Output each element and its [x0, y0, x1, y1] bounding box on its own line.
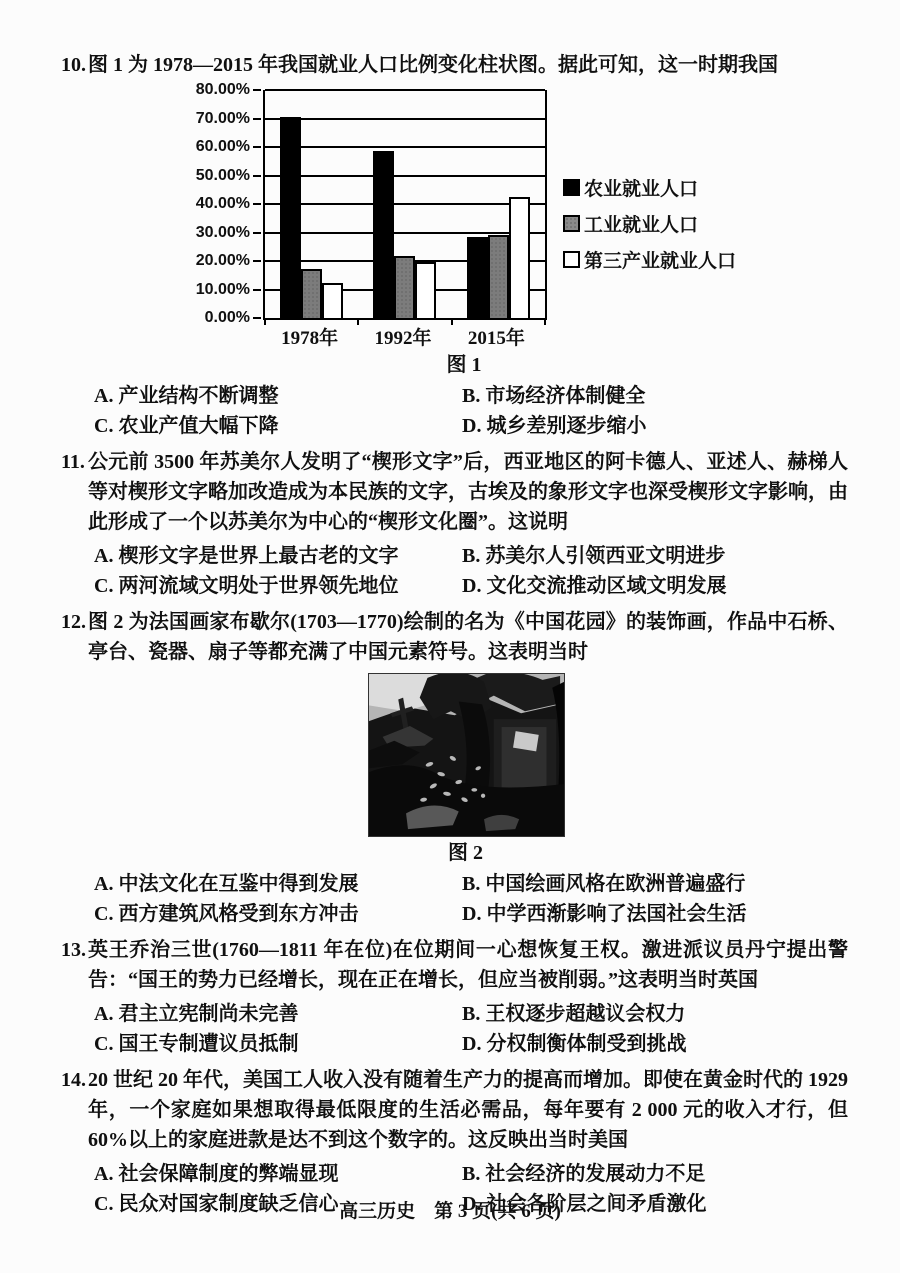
- chinese-garden-painting-image: [369, 674, 564, 836]
- legend-item: [563, 174, 736, 201]
- option-14-a: A. 社会保障制度的弊端显现: [94, 1163, 339, 1185]
- legend-label: 第三产业就业人口: [584, 251, 737, 272]
- figure2-painting: [368, 673, 565, 837]
- question-10: [63, 50, 850, 441]
- question-number: 14.: [61, 1069, 86, 1091]
- bar-工业就业人口: [301, 269, 322, 318]
- option-12-a: A. 中法文化在互鉴中得到发展: [94, 873, 359, 895]
- x-axis-tick: [264, 318, 266, 325]
- y-axis-tick-label: 80.00%: [195, 81, 250, 98]
- option-13-a: A. 君主立宪制尚未完善: [94, 1003, 299, 1025]
- x-axis-label: 1992年: [374, 328, 432, 349]
- question-stem: 公元前 3500 年苏美尔人发明了“楔形文字”后，西亚地区的阿卡德人、亚述人、赫梯人等对楔形文字略加改造成为本民族的文字，古埃及的象形文字也深受楔形文字影响，由此形成了一个以苏美尔为中心的“楔形文化圈”。这说明: [88, 451, 848, 533]
- y-axis-tick-label: 30.00%: [195, 223, 250, 241]
- legend-swatch-icon: [563, 179, 580, 196]
- y-axis-tick-label: 0.00%: [204, 309, 250, 326]
- chart-legend: [563, 90, 736, 282]
- legend-swatch-icon: [563, 251, 580, 268]
- bar-第三产业就业人口: [415, 262, 436, 318]
- options-grid: [94, 381, 850, 441]
- chart-y-axis: [193, 81, 263, 326]
- y-axis-tick-label: 60.00%: [195, 138, 250, 155]
- bar-农业就业人口: [373, 151, 394, 318]
- chart-figure-1: [193, 81, 850, 377]
- option-14-b: B. 社会经济的发展动力不足: [462, 1163, 706, 1185]
- option-11-d: D. 文化交流推动区域文明发展: [462, 575, 727, 597]
- options-grid: [94, 999, 850, 1059]
- options-grid: [94, 869, 850, 929]
- bar-工业就业人口: [394, 256, 415, 318]
- bar-农业就业人口: [280, 117, 301, 318]
- bar-group-1978年: [265, 90, 358, 318]
- question-stem: 图 2 为法国画家布歇尔(1703—1770)绘制的名为《中国花园》的装饰画，作品中石桥、亭台、瓷器、扇子等都充满了中国元素符号。这表明当时: [88, 611, 848, 663]
- bar-group-2015年: [452, 90, 545, 318]
- option-14-c: C. 民众对国家制度缺乏信心: [94, 1193, 339, 1215]
- legend-label: 工业就业人口: [584, 215, 699, 236]
- chart-x-labels: [263, 323, 543, 350]
- option-12-b: B. 中国绘画风格在欧洲普遍盛行: [462, 873, 746, 895]
- question-stem: 英王乔治三世(1760—1811 年在位)在位期间一心想恢复王权。激进派议员丹宁提出警告：“国王的势力已经增长，现在正在增长，但应当被削弱。”这表明当时英国: [88, 939, 848, 991]
- question-11: [63, 447, 850, 601]
- option-11-a: A. 楔形文字是世界上最古老的文字: [94, 545, 399, 567]
- bar-第三产业就业人口: [322, 283, 343, 318]
- chart-caption: 图 1: [446, 354, 482, 376]
- question-stem: 图 1 为 1978—2015 年我国就业人口比例变化柱状图。据此可知，这一时期我国: [88, 54, 778, 76]
- legend-swatch-icon: [563, 215, 580, 232]
- question-number: 10.: [61, 54, 86, 76]
- figure2-caption: 图 2: [448, 842, 483, 864]
- option-13-c: C. 国王专制遭议员抵制: [94, 1033, 299, 1055]
- bar-第三产业就业人口: [509, 197, 530, 318]
- figure-2: [368, 673, 563, 865]
- question-13: [63, 935, 850, 1059]
- option-12-c: C. 西方建筑风格受到东方冲击: [94, 903, 359, 925]
- question-12: [63, 607, 850, 929]
- x-axis-tick: [357, 318, 359, 325]
- option-10-c: C. 农业产值大幅下降: [94, 415, 279, 437]
- option-13-b: B. 王权逐步超越议会权力: [462, 1003, 686, 1025]
- y-axis-tick-label: 50.00%: [195, 166, 250, 184]
- bar-group-1992年: [358, 90, 451, 318]
- question-stem: 20 世纪 20 年代，美国工人收入没有随着生产力的提高而增加。即使在黄金时代的 1929 年，一个家庭如果想取得最低限度的生活必需品，每年要有 2 000 元的收入才行，但 60%以上的家庭进款是达不到这个数字的。这反映出当时美国: [88, 1069, 848, 1151]
- option-11-b: B. 苏美尔人引领西亚文明进步: [462, 545, 726, 567]
- option-10-d: D. 城乡差别逐步缩小: [462, 415, 647, 437]
- option-13-d: D. 分权制衡体制受到挑战: [462, 1033, 687, 1055]
- y-axis-tick-label: 70.00%: [195, 109, 250, 127]
- x-axis-tick: [451, 318, 453, 325]
- bar-工业就业人口: [488, 235, 509, 319]
- option-10-b: B. 市场经济体制健全: [462, 385, 646, 407]
- question-number: 13.: [61, 939, 86, 961]
- legend-item: [563, 246, 736, 273]
- y-axis-tick-label: 10.00%: [195, 280, 250, 298]
- question-number: 11.: [61, 451, 85, 473]
- x-axis-tick: [544, 318, 546, 325]
- x-axis-label: 1978年: [281, 328, 339, 349]
- options-grid: [94, 541, 850, 601]
- bar-农业就业人口: [467, 237, 488, 318]
- option-12-d: D. 中学西渐影响了法国社会生活: [462, 903, 747, 925]
- chart-plot: [263, 90, 547, 320]
- legend-item: [563, 210, 736, 237]
- x-axis-label: 2015年: [467, 328, 525, 349]
- page-footer: 高三历史 第 3 页(共 6 页): [339, 1201, 561, 1222]
- option-10-a: A. 产业结构不断调整: [94, 385, 279, 407]
- option-14-d: D. 社会各阶层之间矛盾激化: [462, 1193, 707, 1215]
- y-axis-tick-label: 20.00%: [195, 252, 250, 269]
- legend-label: 农业就业人口: [584, 179, 699, 200]
- y-axis-tick-label: 40.00%: [195, 195, 250, 212]
- question-number: 12.: [61, 611, 86, 633]
- option-11-c: C. 两河流域文明处于世界领先地位: [94, 575, 399, 597]
